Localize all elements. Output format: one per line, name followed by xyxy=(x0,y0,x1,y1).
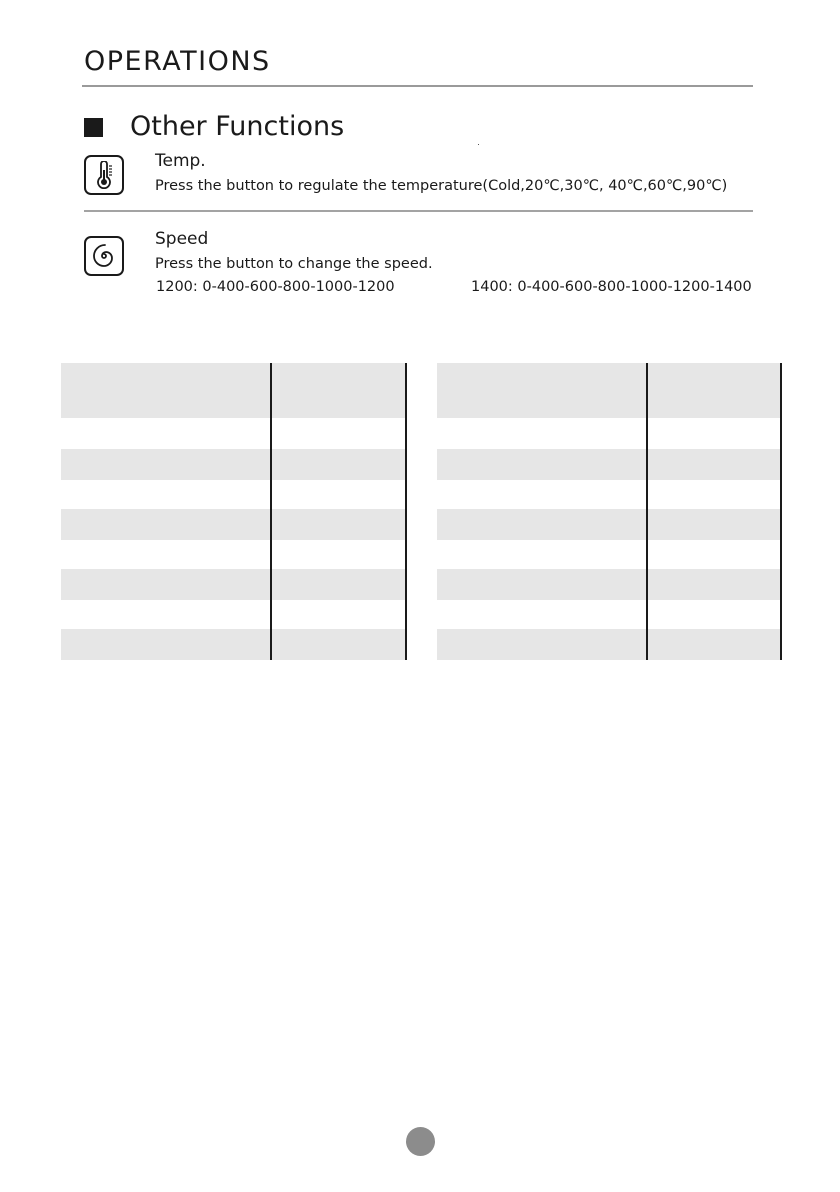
table-row xyxy=(61,509,407,540)
temp-title: Temp. xyxy=(155,151,206,171)
thermometer-icon xyxy=(92,161,116,189)
table-row xyxy=(61,569,407,600)
table-header-row xyxy=(61,363,407,418)
speed-description: Press the button to change the speed. xyxy=(155,256,433,272)
table-row xyxy=(61,480,407,509)
table-row xyxy=(437,569,782,600)
right-table xyxy=(437,363,782,660)
left-table xyxy=(61,363,407,660)
table-row xyxy=(437,480,782,509)
table-row xyxy=(437,629,782,660)
table-row xyxy=(61,540,407,569)
section-bullet xyxy=(84,118,103,137)
table-row xyxy=(437,600,782,629)
stray-dot xyxy=(478,144,479,145)
table-row xyxy=(437,509,782,540)
speed-title: Speed xyxy=(155,229,209,249)
table-row xyxy=(437,540,782,569)
table-row xyxy=(61,629,407,660)
page-number-badge xyxy=(406,1127,435,1156)
temp-button-icon-box xyxy=(84,155,124,195)
speed-option-1200: 1200: 0-400-600-800-1000-1200 xyxy=(156,279,395,295)
header-title: OPERATIONS xyxy=(84,46,271,77)
header-rule xyxy=(82,85,753,87)
temp-description: Press the button to regulate the temperature(Cold,20℃,30℃, 40℃,60℃,90℃) xyxy=(155,178,728,194)
section-divider xyxy=(84,210,753,212)
table-row xyxy=(61,420,407,449)
table-row xyxy=(61,600,407,629)
section-title: Other Functions xyxy=(130,111,345,142)
spin-spiral-icon xyxy=(90,242,118,270)
table-header-row xyxy=(437,363,782,418)
table-row xyxy=(437,449,782,480)
table-row xyxy=(61,449,407,480)
speed-option-1400: 1400: 0-400-600-800-1000-1200-1400 xyxy=(471,279,752,295)
speed-button-icon-box xyxy=(84,236,124,276)
table-row xyxy=(437,420,782,449)
